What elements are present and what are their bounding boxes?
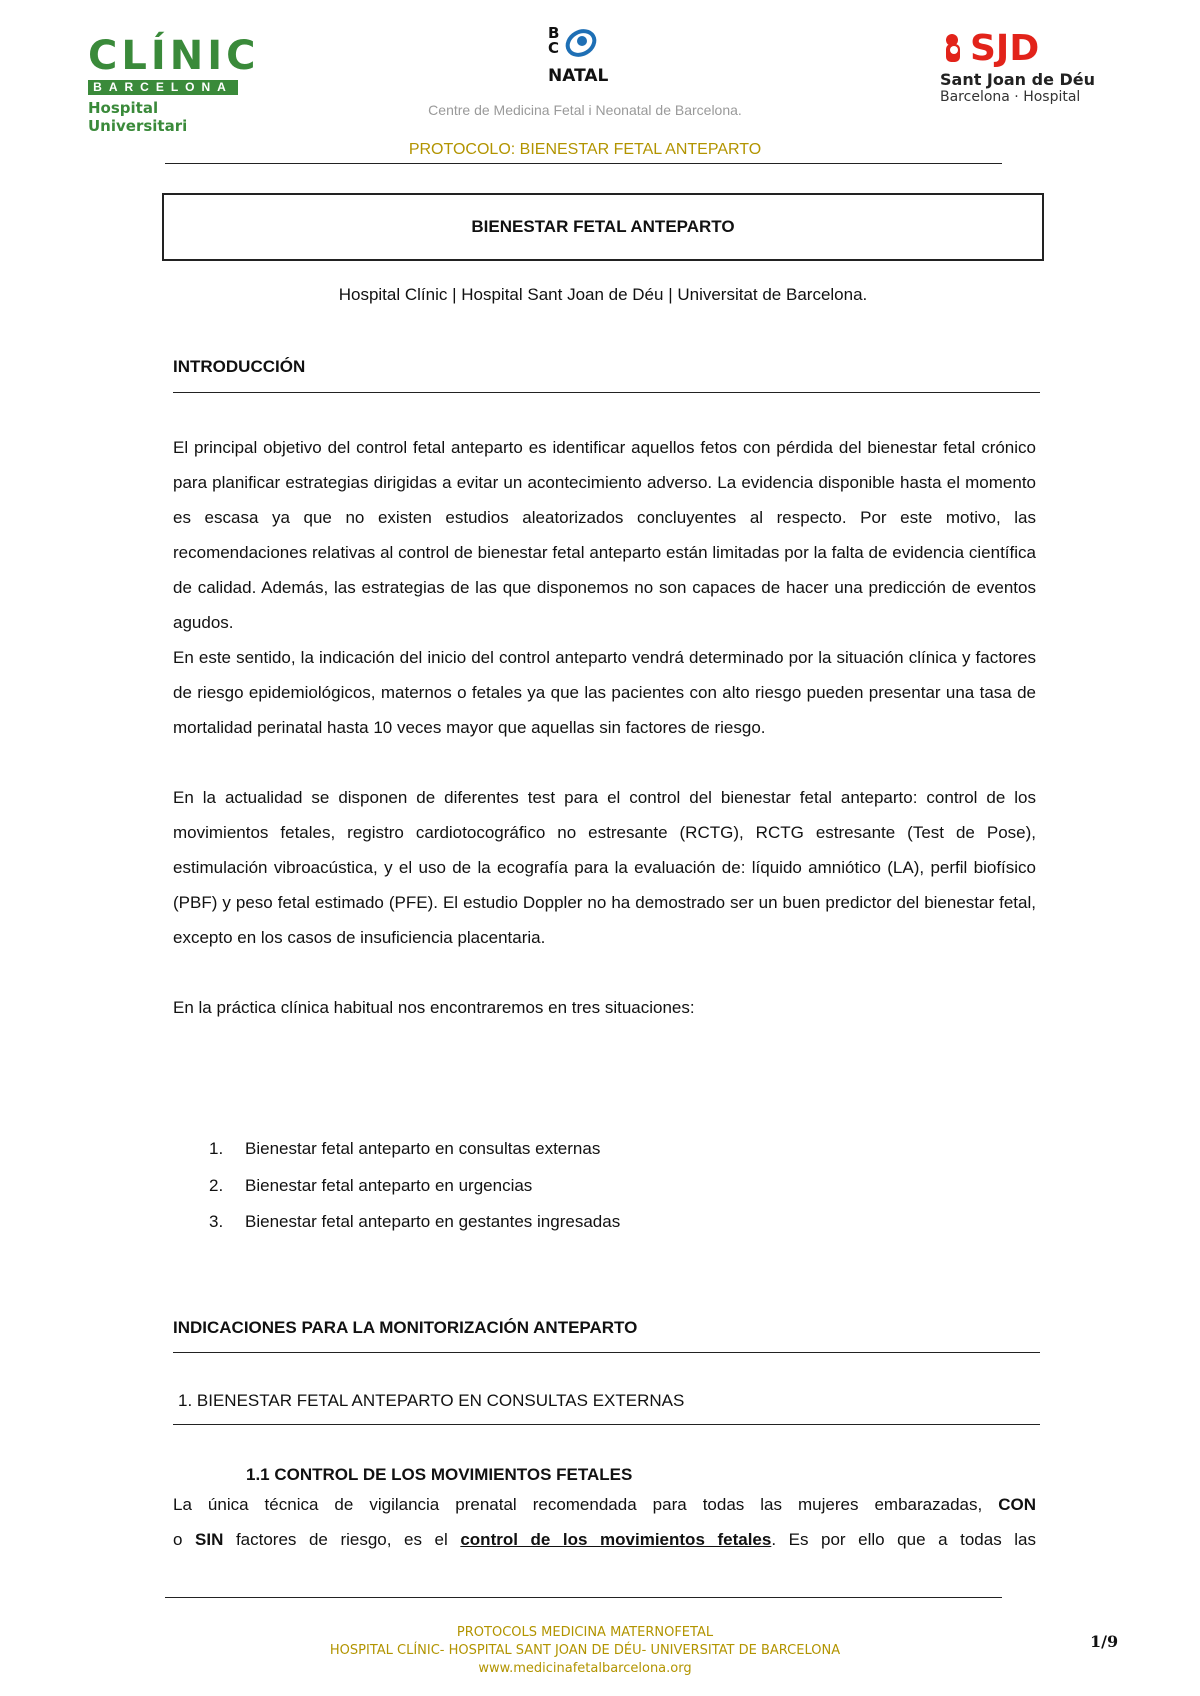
sjd-mark: SJD xyxy=(970,28,1040,69)
intro-heading: INTRODUCCIÓN xyxy=(173,357,306,376)
section-1-1-body xyxy=(173,1487,1036,1557)
clinic-logo-bar: BARCELONA xyxy=(88,80,238,95)
sjd-logo xyxy=(940,30,1110,105)
intro-body xyxy=(173,430,1036,1025)
bcnatal-eye-icon xyxy=(564,26,598,60)
intro-paragraph-1: El principal objetivo del control fetal anteparto es identificar aquellos fetos con pérdida del bienestar fetal crónico para planificar estrategias dirigidas a evitar un acontecimiento adverso. La evidencia disponible hasta el momento es escasa ya que no existen estudios aleatorizados concluyentes al respecto. Por este motivo, las recomendaciones relativas al control de bienestar fetal anteparto están limitadas por la falta de evidencia científica de calidad. Además, las estrategias de las que disponemos no son capaces de hacer una predicción de eventos agudos. xyxy=(173,438,1036,632)
protocol-label: PROTOCOLO: BIENESTAR FETAL ANTEPARTO xyxy=(408,141,762,158)
list-item xyxy=(173,1204,620,1241)
clinic-barcelona-logo xyxy=(88,33,260,135)
sjd-name: Sant Joan de Déu xyxy=(940,70,1096,89)
list-item-number: 1. xyxy=(209,1139,224,1158)
bcnatal-word: NATAL xyxy=(548,66,609,86)
document-title-box xyxy=(162,193,1044,261)
bcnatal-letters xyxy=(548,26,559,56)
footer xyxy=(0,1624,1170,1678)
situations-list xyxy=(173,1131,620,1241)
s11-text-d: . Es por ello que a todas las xyxy=(771,1530,1036,1549)
bcnatal-letter-c: C xyxy=(548,39,560,57)
list-item-number: 3. xyxy=(209,1212,224,1231)
intro-paragraph-3: En la actualidad se disponen de diferentes test para el control del bienestar fetal anteparto: control de los movimientos fetales, registro cardiotocográfico no estresante (RCTG), RCTG estresante (Test de Pose), estimulación vibroacústica, y el uso de la ecografía para la evaluación de: líquido amniótico (LA), perfil biofísico (PBF) y peso fetal estimado (PFE). El estudio Doppler no ha demostrado ser un buen predictor del bienestar fetal, excepto en los casos de insuficiencia placentaria. xyxy=(173,788,1036,947)
intro-divider xyxy=(173,392,1040,393)
intro-paragraph-2: En este sentido, la indicación del inicio del control anteparto vendrá determinado por la situación clínica y factores de riesgo epidemiológicos, maternos o fetales ya que las pacientes con alto riesgo pueden presentar una tasa de mortalidad perinatal hasta 10 veces mayor que aquellas sin factores de riesgo. xyxy=(173,648,1036,737)
section-1-1-line-1 xyxy=(173,1487,1036,1522)
section-1-divider xyxy=(173,1424,1040,1425)
page-number: 1/9 xyxy=(1090,1632,1119,1651)
list-item-text: Bienestar fetal anteparto en consultas externas xyxy=(245,1139,601,1158)
s11-text-b: o xyxy=(173,1530,196,1549)
s11-con: CON xyxy=(998,1495,1036,1514)
clinic-logo-word: CLÍNIC xyxy=(88,33,260,79)
section-1-1-line-2 xyxy=(173,1522,1036,1557)
list-item xyxy=(173,1131,620,1168)
section-1-1-heading: 1.1 CONTROL DE LOS MOVIMIENTOS FETALES xyxy=(246,1465,633,1484)
indications-heading: INDICACIONES PARA LA MONITORIZACIÓN ANTEPARTO xyxy=(173,1318,638,1337)
list-item-text: Bienestar fetal anteparto en urgencias xyxy=(245,1175,533,1195)
sjd-emblem-icon xyxy=(940,32,966,66)
s11-sin: SIN xyxy=(195,1530,224,1549)
clinic-logo-sub: Hospital Universitari xyxy=(88,99,188,135)
section-1-heading: 1. BIENESTAR FETAL ANTEPARTO EN CONSULTAS EXTERNAS xyxy=(178,1391,685,1410)
footer-website-link[interactable]: www.medicinafetalbarcelona.org xyxy=(478,1661,692,1676)
intro-paragraph-4: En la práctica clínica habitual nos encontraremos en tres situaciones: xyxy=(173,998,695,1017)
centre-name: Centre de Medicina Fetal i Neonatal de Barcelona. xyxy=(428,102,742,118)
s11-text-c: factores de riesgo, es el xyxy=(223,1530,461,1549)
list-item xyxy=(173,1168,620,1205)
footer-line-1: PROTOCOLS MEDICINA MATERNOFETAL xyxy=(456,1625,714,1640)
sjd-city: Barcelona · Hospital xyxy=(940,89,1081,105)
list-item-number: 2. xyxy=(209,1175,224,1195)
document-title: BIENESTAR FETAL ANTEPARTO xyxy=(471,217,735,236)
header-divider xyxy=(165,163,1002,164)
s11-text-a: La única técnica de vigilancia prenatal recomendada para todas las mujeres embarazadas, xyxy=(173,1495,999,1514)
affiliations: Hospital Clínic | Hospital Sant Joan de Déu | Universitat de Barcelona. xyxy=(338,285,868,304)
footer-divider xyxy=(165,1597,1002,1598)
s11-fetal-movements: control de los movimientos fetales xyxy=(460,1530,772,1549)
indications-divider xyxy=(173,1352,1040,1353)
bcnatal-logo xyxy=(548,26,628,86)
footer-line-2: HOSPITAL CLÍNIC- HOSPITAL SANT JOAN DE DÉU- UNIVERSITAT DE BARCELONA xyxy=(329,1643,841,1658)
bcnatal-letter-b: B xyxy=(548,24,560,42)
list-item-text: Bienestar fetal anteparto en gestantes ingresadas xyxy=(245,1212,621,1231)
